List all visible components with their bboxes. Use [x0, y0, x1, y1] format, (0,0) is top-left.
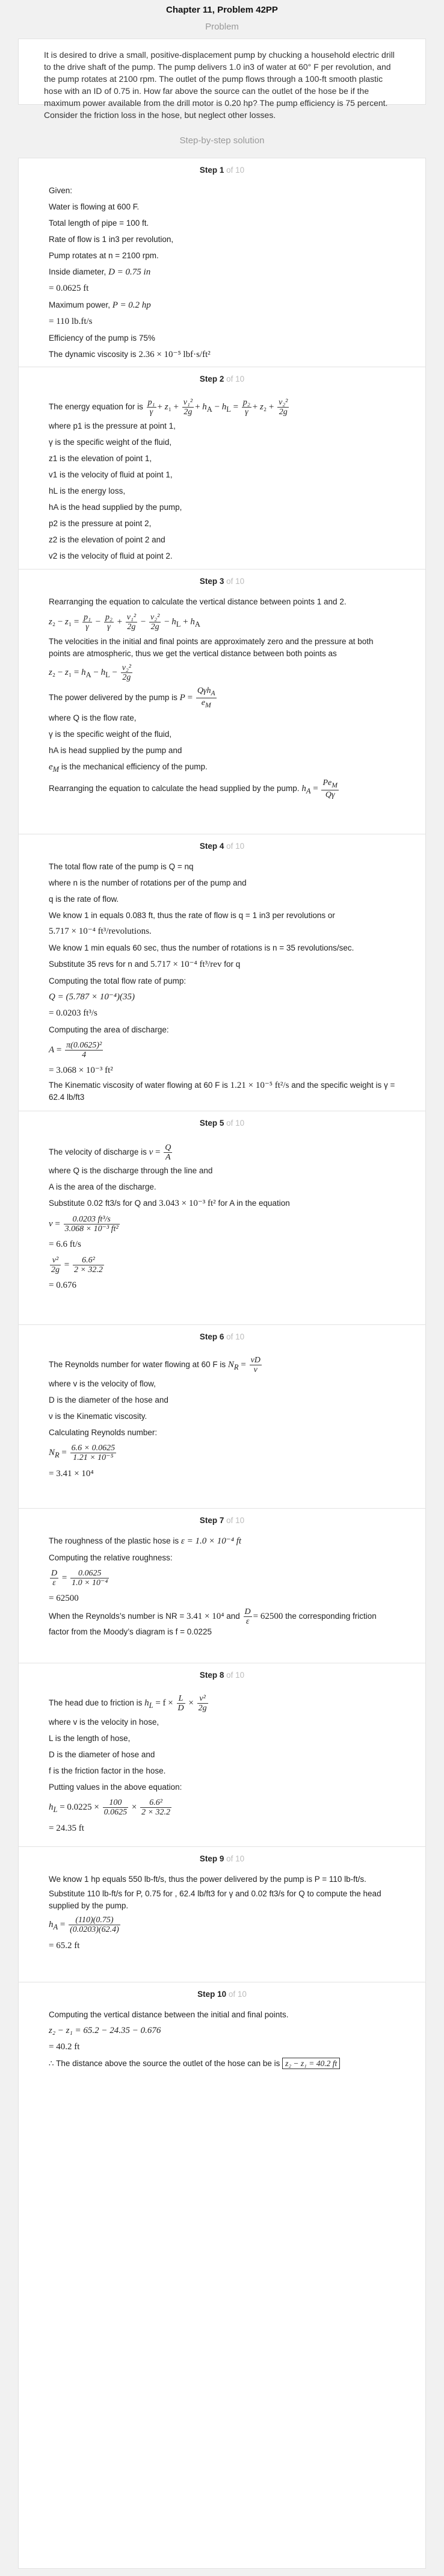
equation: = 0.0203 ft³/s [49, 1008, 97, 1018]
step-9 [19, 1847, 425, 1982]
equation: = 40.2 ft [49, 2042, 80, 2052]
step-text: The Kinematic viscosity of water flowing at 60 F is 1.21 × 10⁻⁵ ft²/s and the specific weight is γ = 62.4 lb/ft3 [49, 1081, 395, 1102]
step-header: Step 8 of 10 [199, 1671, 245, 1680]
step-text: The dynamic viscosity is 2.36 × 10⁻⁵ lbf·s/ft² [49, 350, 211, 359]
step-text: Rate of flow is 1 in3 per revolution, [49, 235, 174, 244]
step-text: The velocity of discharge is v = $\frac{Q}{A}$ [49, 1143, 171, 1162]
step-text: p2 is the pressure at point 2, [49, 519, 152, 529]
step-text: The roughness of the plastic hose is ε = 1.0 × 10⁻⁴ ft [49, 1536, 242, 1546]
step-text: The Reynolds number for water flowing at 60 F is $N_R$ = $\frac{vD}{\nu}$ [49, 1356, 261, 1374]
step-text: Maximum power, P = 0.2 hp [49, 300, 151, 310]
step-text: Pump rotates at n = 2100 rpm. [49, 251, 159, 260]
step-text: Calculating Reynolds number: [49, 1428, 158, 1438]
step-text: Given: [49, 186, 73, 195]
step-header: Step 7 of 10 [199, 1516, 245, 1525]
step-text: Inside diameter, D = 0.75 in [49, 267, 151, 277]
solution-label: Step-by-step solution [179, 135, 265, 146]
step-text: Computing the vertical distance between the initial and final points. [49, 2010, 289, 2019]
step-1 [19, 158, 425, 367]
step-text: v2 is the velocity of fluid at point 2. [49, 551, 173, 561]
equation: = 0.0625 ft [49, 284, 89, 293]
equation: = 6.6 ft/s [49, 1240, 81, 1249]
step-header: Step 3 of 10 [199, 577, 245, 586]
step-text: where Q is the flow rate, [49, 713, 137, 723]
equation: = 3.41 × 10⁴ [49, 1469, 94, 1479]
problem-label: Problem [205, 22, 239, 32]
equation: = 3.068 × 10⁻³ ft² [49, 1066, 113, 1075]
equation: Q = (5.787 × 10⁻⁴)(35) [49, 992, 135, 1002]
step-text: where v is the velocity in hose, [49, 1718, 159, 1727]
problem-text: It is desired to drive a small, positive-displacement pump by chucking a household electric drill to the drive shaft of the pump. The pump delivers 1.0 in3 of water at 60° F per revolution, and the pump rotates at 2100 rpm. The outlet of the pump flows through a 100-ft smooth plastic hose with an ID of 0.75 in. How far above the source can the outlet of the hose be if the maximum power available from the drill motor is 0.20 hp? The pump efficiency is 75 percent. Consider the friction loss in the hose, but neglect other losses. [44, 50, 395, 120]
step-header: Step 2 of 10 [199, 374, 245, 383]
step-text: $e_M$ is the mechanical efficiency of the pump. [49, 762, 208, 774]
step-text: Substitute 110 lb-ft/s for P, 0.75 for , 62.4 lb/ft3 for γ and 0.02 ft3/s for Q to compute the head supplied by the pump. [49, 1889, 381, 1910]
step-10 [19, 1982, 425, 2094]
step-text: D is the diameter of hose and [49, 1750, 155, 1760]
step-text: Rearranging the equation to calculate the vertical distance between points 1 and 2. [49, 597, 347, 606]
step-text: Substitute 0.02 ft3/s for Q and 3.043 × 10⁻³ ft² for A in the equation [49, 1199, 290, 1208]
step-text: The power delivered by the pump is P = $\frac{Q\gamma h_A}{e_M}$ [49, 686, 215, 709]
step-text: γ is the specific weight of the fluid, [49, 438, 172, 447]
equation: z₂ − z₁ = $\frac{\text{p₁}}{\gamma}$ − $\frac{\text{p₂}}{\gamma}$ + $\frac{\text{v₁²}}{2g}$ − $\frac{\text{v₂²}}{2g}$ − $h_L + h_A$ [49, 613, 200, 632]
solution-card [18, 158, 426, 2569]
step-header: Step 4 of 10 [199, 842, 245, 851]
equation: z₂ − z₁ = 65.2 − 24.35 − 0.676 [49, 2026, 161, 2035]
step-header: Step 10 of 10 [197, 1990, 247, 1999]
step-text: γ is the specific weight of the fluid, [49, 730, 172, 739]
step-text: Putting values in the above equation: [49, 1783, 182, 1792]
step-text: where n is the number of rotations per of the pump and [49, 878, 247, 887]
step-text: When the Reynolds’s number is NR = 3.41 × 10⁴ and $\frac{D}{\varepsilon}$ = 62500 the corresponding friction factor from the Moody’s diagram is f = 0.0225 [49, 1607, 377, 1636]
equation: $h_A$ = $\frac{(110)(0.75)}{(0.0203)(62.4)}$ [49, 1916, 119, 1934]
equation: $h_L = 0.0225$ × $\frac{100}{0.0625}$ × $\frac{\text{6.6²}}{2 \times 32.2}$ [49, 1798, 171, 1817]
step-text: ν is the Kinematic viscosity. [49, 1412, 147, 1421]
step-text: We know 1 in equals 0.083 ft, thus the rate of flow is q = 1 in3 per revolutions or [49, 911, 335, 920]
step-text: f is the friction factor in the hose. [49, 1766, 166, 1776]
step-text: Computing the relative roughness: [49, 1553, 173, 1562]
step-header: Step 1 of 10 [199, 166, 245, 175]
step-text: We know 1 min equals 60 sec, thus the number of rotations is n = 35 revolutions/sec. [49, 943, 354, 952]
final-answer: ∴ The distance above the source the outlet of the hose can be is z₂ − z₁ = 40.2 ft [49, 2056, 395, 2071]
step-header: Step 5 of 10 [199, 1119, 245, 1128]
step-text: z1 is the elevation of point 1, [49, 454, 152, 464]
step-text: where v is the velocity of flow, [49, 1379, 156, 1389]
step-4 [19, 834, 425, 1111]
equation: 5.717 × 10⁻⁴ ft³/revolutions. [49, 926, 152, 936]
step-text: The total flow rate of the pump is Q = nq [49, 862, 194, 871]
step-text: Water is flowing at 600 F. [49, 202, 140, 211]
step-text: q is the rate of flow. [49, 895, 119, 904]
equation: = 0.676 [49, 1280, 76, 1290]
step-text: Substitute 35 revs for n and 5.717 × 10⁻⁴ ft³/rev for q [49, 960, 241, 969]
equation: A = $\frac{\text{π(0.0625)²}}{4}$ [49, 1041, 102, 1060]
step-text: The head due to friction is $h_L = f$ × $\frac{L}{D}$ × $\frac{\text{v²}}{2g}$ [49, 1694, 207, 1713]
equation: = 62500 [49, 1594, 79, 1603]
step-5 [19, 1111, 425, 1325]
step-header: Step 9 of 10 [199, 1854, 245, 1863]
step-text: Computing the total flow rate of pump: [49, 976, 187, 985]
step-text: v1 is the velocity of fluid at point 1, [49, 470, 173, 480]
answer-box: z₂ − z₁ = 40.2 ft [282, 2058, 340, 2069]
step-text: D is the diameter of the hose and [49, 1395, 168, 1405]
problem-card [18, 39, 426, 120]
equation: $\frac{D}{\varepsilon}$ = $\frac{0.0625}{\text{1.0 × 10⁻⁴}}$ [51, 1569, 108, 1587]
step-8 [19, 1663, 425, 1847]
step-text: The energy equation for is $\frac{\text{p₁}}{\gamma}$ + z₁ + $\frac{\text{v₁²}}{2g}$ + $h_A - h_L$ = $\frac{\text{p₂}}{\gamma}$ + z₂ + $\frac{\text{v₂²}}{2g}$ [49, 398, 288, 417]
step-header: Step 6 of 10 [199, 1332, 245, 1341]
equation: $z_2 - z_1 = h_A - h_L$ − $\frac{\text{v₂²}}{2g}$ [49, 663, 131, 682]
step-text: where p1 is the pressure at point 1, [49, 421, 176, 431]
step-text: L is the length of hose, [49, 1734, 131, 1743]
page-title: Chapter 11, Problem 42PP [166, 5, 278, 15]
step-text: Efficiency of the pump is 75% [49, 334, 155, 343]
step-6 [19, 1325, 425, 1509]
step-3 [19, 570, 425, 834]
equation: $N_R$ = $\frac{6.6 \times 0.0625}{\text{1.21 × 10⁻⁵}}$ [49, 1444, 116, 1463]
step-text: A is the area of the discharge. [49, 1182, 156, 1191]
step-text: hA is the head supplied by the pump, [49, 503, 182, 512]
equation: v = $\frac{\text{0.0203 ft³/s}}{\text{3.068 × 10⁻³ ft²}}$ [49, 1215, 119, 1234]
equation: $\frac{\text{v²}}{2g}$ = $\frac{\text{6.6²}}{2 \times 32.2}$ [51, 1256, 103, 1274]
equation: = 110 lb.ft/s [49, 317, 93, 326]
step-text: Computing the area of discharge: [49, 1025, 169, 1034]
step-text: where Q is the discharge through the line and [49, 1166, 213, 1175]
step-text: hA is head supplied by the pump and [49, 746, 182, 756]
equation: = 24.35 ft [49, 1823, 84, 1833]
step-7 [19, 1509, 425, 1663]
step-text: The velocities in the initial and final points are approximately zero and the pressure at both points are atmospheric, thus we get the vertical distance between both points as [49, 636, 374, 658]
step-text: Total length of pipe = 100 ft. [49, 219, 149, 228]
equation: = 65.2 ft [49, 1940, 80, 1951]
step-2 [19, 367, 425, 570]
step-text: hL is the energy loss, [49, 486, 126, 496]
step-text: z2 is the elevation of point 2 and [49, 535, 165, 545]
step-text: We know 1 hp equals 550 lb-ft/s, thus the power delivered by the pump is P = 110 lb-ft/s. [49, 1875, 366, 1884]
step-text: Rearranging the equation to calculate the head supplied by the pump. $h_A$ = $\frac{Pe_M}{Q\gamma}$ [49, 778, 338, 800]
